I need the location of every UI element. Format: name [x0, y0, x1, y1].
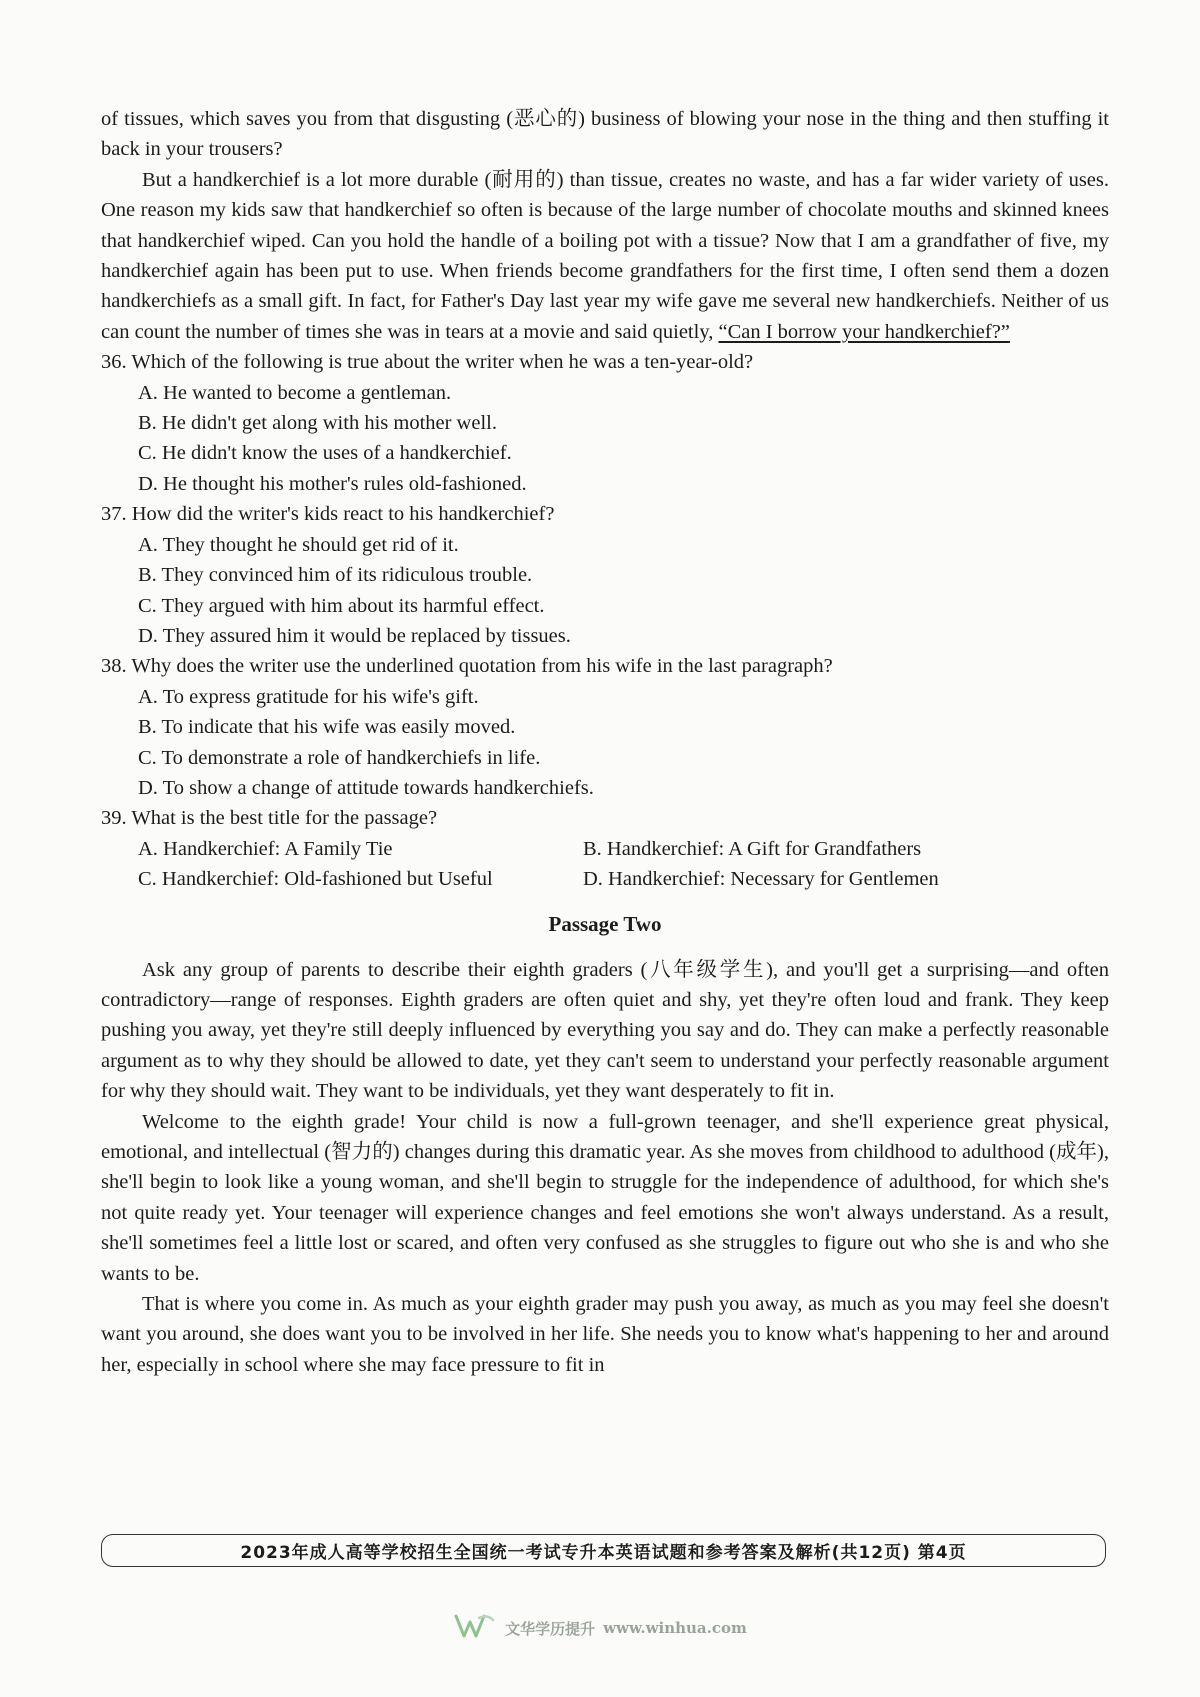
- passage-title: Passage Two: [548, 911, 662, 936]
- passage-two-paragraph: Welcome to the eighth grade! Your child is now a full-grown teenager, and she'll experience great physical, emotional, and intellectual (智力的) changes during this dramatic year. As she moves from childhood to adulthood (成年), she'll begin to look like a young woman, and she'll begin to struggle for the independence of adulthood, for which she's not quite ready yet. Your teenager will experience changes and feel emotions she won't always understand. As a result, she'll sometimes feel a little lost or scared, and often very confused as she struggles to figure out who she is and who she wants to be.: [101, 1110, 1109, 1285]
- brand-name: 文华学历提升: [505, 1619, 596, 1638]
- option-b: B. To indicate that his wife was easily moved.: [138, 716, 516, 739]
- option-a: A. To express gratitude for his wife's gift.: [138, 685, 479, 708]
- option-grid: [101, 834, 1109, 895]
- passage-one-paragraph: [101, 165, 1109, 347]
- option-d: D. Handkerchief: Necessary for Gentlemen: [583, 868, 939, 891]
- paragraph-text: But a handkerchief is a lot more durable (耐用的) than tissue, creates no waste, and has a far wider variety of uses. One reason my kids saw that handkerchief so often is because of the large number of chocolate mouths and skinned knees that handkerchief wiped. Can you hold the handle of a boiling pot with a tissue? Now that I am a grandfather of five, my handkerchief again has been put to use. When friends become grandfathers for the first time, I often send them a dozen handkerchiefs as a small gift. In fact, for Father's Day last year my wife gave me several new handkerchiefs. Neither of us can count the number of times she was in tears at a movie and said quietly,: [101, 168, 1109, 343]
- passage-two-paragraph: Ask any group of parents to describe their eighth graders (八年级学生), and you'll get a surprising—and often contradictory—range of responses. Eighth graders are often quiet and shy, yet they're often loud and frank. They keep pushing you away, yet they're still deeply influenced by everything you say and do. They can make a perfectly reasonable argument as to why they should be allowed to date, yet they can't seem to understand your perfectly reasonable argument for why they should wait. They want to be individuals, yet they want desperately to fit in.: [101, 958, 1109, 1103]
- question-stem: 38. Why does the writer use the underlined quotation from his wife in the last paragraph?: [101, 655, 833, 678]
- option-c: C. To demonstrate a role of handkerchiefs in life.: [138, 746, 541, 769]
- winhua-logo-icon: [453, 1612, 497, 1644]
- option-b: B. Handkerchief: A Gift for Grandfathers: [583, 837, 922, 860]
- question-37: [101, 499, 1109, 651]
- question-stem: 36. Which of the following is true about the writer when he was a ten-year-old?: [101, 351, 754, 374]
- passage-one-paragraph: of tissues, which saves you from that disgusting (恶心的) business of blowing your nose in the thing and then stuffing it back in your trousers?: [101, 108, 1109, 161]
- passage-two-paragraph: That is where you come in. As much as your eighth grader may push you away, as much as you may feel she doesn't want you around, she does want you to be involved in her life. She needs you to know what's happening to her and around her, especially in school where she may face pressure to fit in: [101, 1293, 1109, 1376]
- option-b: B. He didn't get along with his mother well.: [138, 412, 497, 435]
- underlined-quotation: “Can I borrow your handkerchief?”: [718, 320, 1010, 343]
- option-a: A. Handkerchief: A Family Tie: [138, 837, 393, 860]
- brand-watermark: [0, 1612, 1200, 1644]
- document-page: [101, 104, 1109, 1380]
- question-39: [101, 803, 1109, 894]
- option-a: A. He wanted to become a gentleman.: [138, 381, 452, 404]
- option-b: B. They convinced him of its ridiculous trouble.: [138, 564, 533, 587]
- option-c: C. He didn't know the uses of a handkerchief.: [138, 442, 512, 465]
- question-36: [101, 347, 1109, 499]
- option-d: D. He thought his mother's rules old-fashioned.: [138, 472, 527, 495]
- question-stem: 37. How did the writer's kids react to his handkerchief?: [101, 503, 555, 526]
- option-c: C. They argued with him about its harmful effect.: [138, 594, 545, 617]
- option-a: A. They thought he should get rid of it.: [138, 533, 459, 556]
- question-38: [101, 651, 1109, 803]
- option-d: D. They assured him it would be replaced by tissues.: [138, 624, 571, 647]
- question-stem: 39. What is the best title for the passage?: [101, 807, 438, 830]
- option-c: C. Handkerchief: Old-fashioned but Useful: [138, 868, 493, 891]
- brand-url: www.winhua.com: [603, 1619, 747, 1637]
- page-footer: 2023年成人高等学校招生全国统一考试专升本英语试题和参考答案及解析(共12页) 第4页: [101, 1534, 1106, 1567]
- option-d: D. To show a change of attitude towards handkerchiefs.: [138, 776, 594, 799]
